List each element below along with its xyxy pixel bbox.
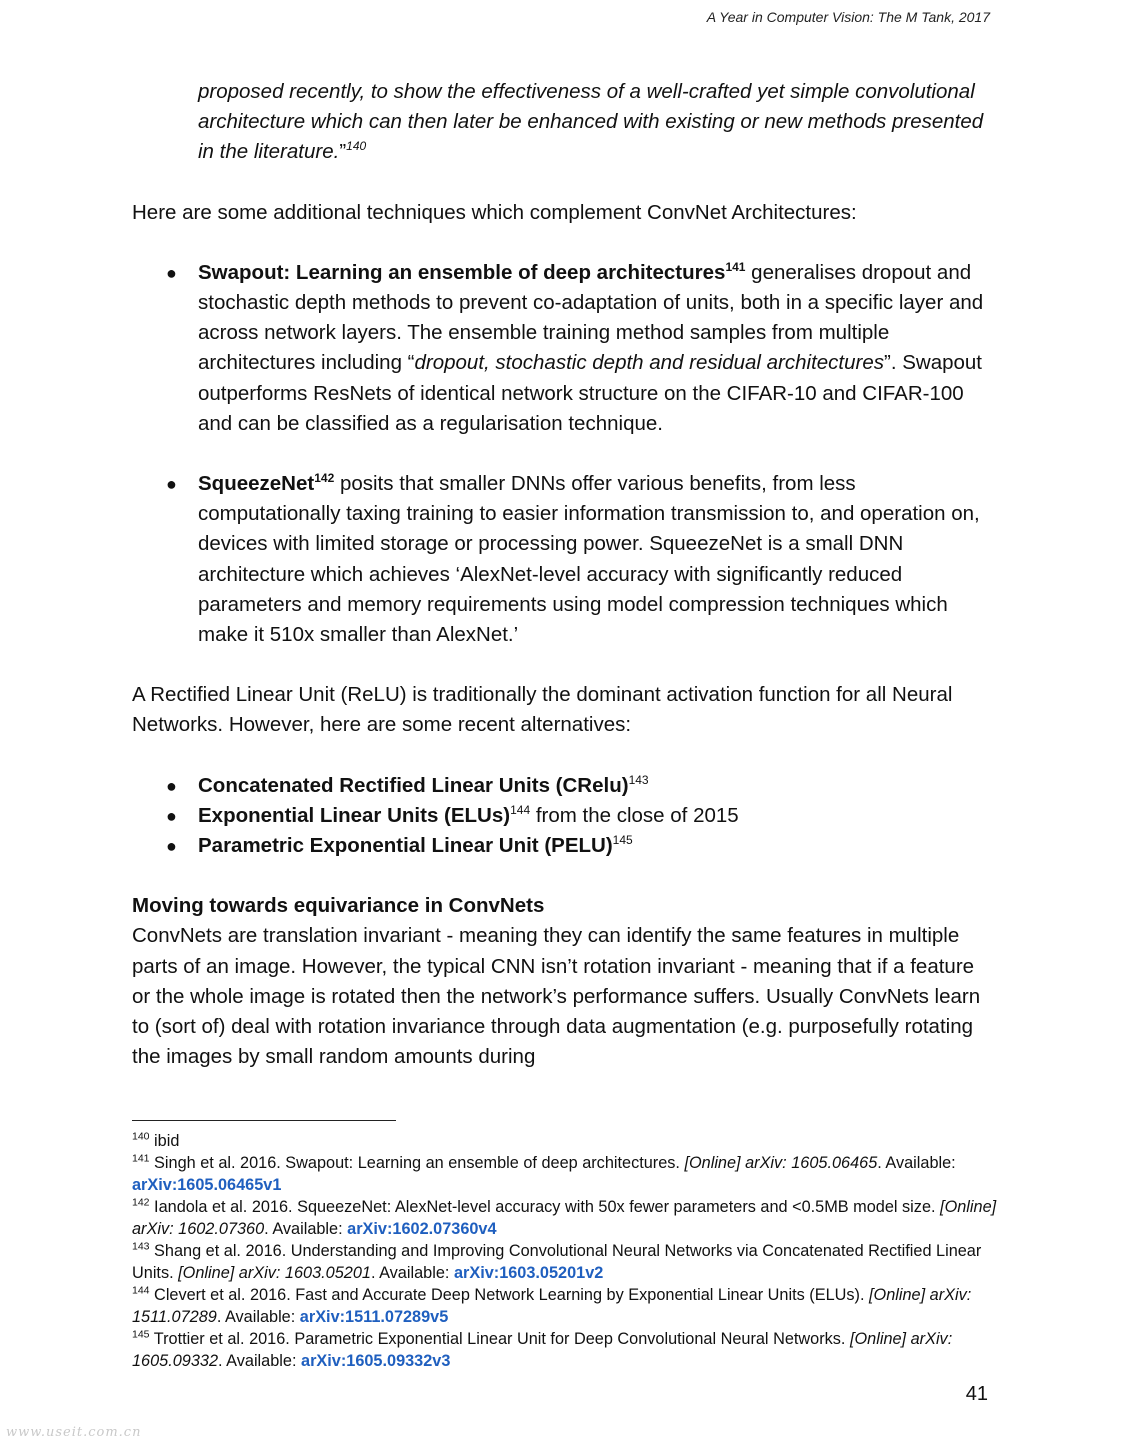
item-italic: dropout, stochastic depth and residual architectures (414, 351, 884, 375)
footnote-text: Trottier et al. 2016. Parametric Exponential Linear Unit for Deep Convolutional Neural Networks. (149, 1330, 850, 1348)
footnote-available: . Available: (877, 1154, 956, 1172)
footnote-145 (132, 1328, 1012, 1372)
footnote-number: 143 (132, 1240, 150, 1253)
footnote-available: . Available: (370, 1264, 454, 1282)
footnote-ref-144[interactable]: 144 (510, 803, 531, 818)
footnote-available: . Available: (216, 1308, 300, 1326)
running-header: A Year in Computer Vision: The M Tank, 2017 (706, 9, 990, 25)
item-text: posits that smaller DNNs offer various benefits, from less computationally taxing training to easier information transmission to, and operation on, devices with limited storage or processing power. SqueezeNet is a small DNN architecture which achieves ‘AlexNet-level accuracy with significantly reduced parameters and memory requirements using model compression techniques which make it 510x smaller than AlexNet.’ (198, 472, 980, 647)
relu-paragraph: A Rectified Linear Unit (ReLU) is traditionally the dominant activation function for all Neural Networks. However, here are some recent alternatives: (132, 683, 953, 737)
watermark: www.useit.com.cn (6, 1425, 142, 1440)
footnote-ref-143[interactable]: 143 (628, 772, 649, 787)
arxiv-link[interactable]: arXiv:1511.07289v5 (299, 1308, 449, 1326)
footnote-ref-140[interactable]: 140 (346, 139, 367, 154)
list-item-swapout (132, 258, 992, 439)
footnote-143 (132, 1240, 1012, 1284)
item-title: Concatenated Rectified Linear Units (CRelu) (198, 773, 629, 797)
item-text: generalises dropout and stochastic depth methods to prevent co-adaptation of units, both in a specific layer and across network layers. The ensemble training method samples from multiple architectures including “ (198, 260, 984, 375)
item-text-end: ”. Swapout outperforms ResNets of identical network structure on the CIFAR-10 and CIFAR-100 and can be classified as a regularisation technique. (198, 351, 982, 435)
footnote-number: 145 (132, 1328, 150, 1341)
arxiv-link[interactable]: arXiv:1605.09332v3 (301, 1352, 451, 1370)
quote-close: ” (339, 140, 347, 164)
footnote-italic: [Online] arXiv: 1511.07289 (132, 1286, 972, 1326)
footnote-ref-145[interactable]: 145 (612, 833, 633, 848)
footnote-italic: [Online] arXiv: 1605.09332 (132, 1330, 953, 1370)
footnote-divider (132, 1120, 396, 1121)
list-item-pelu (132, 831, 992, 861)
list-item-squeezenet (132, 469, 992, 650)
page-number: 41 (965, 1383, 988, 1405)
footnote-140 (132, 1130, 1012, 1152)
item-title: SqueezeNet (198, 472, 315, 496)
activation-list (132, 771, 992, 862)
intro-paragraph: Here are some additional techniques which complement ConvNet Architectures: (132, 200, 857, 224)
footnote-text: Clevert et al. 2016. Fast and Accurate Deep Network Learning by Exponential Linear Units (ELUs). (149, 1286, 869, 1304)
bullet-icon: ● (166, 836, 177, 857)
section-paragraph: ConvNets are translation invariant - meaning they can identify the same features in multiple parts of an image. However, the typical CNN isn’t rotation invariant - meaning that if a feature or the whole image is rotated then the network’s performance suffers. Usually ConvNets learn to (sort of) deal with rotation invariance through data augmentation (e.g. purposefully rotating the images by small random amounts during (132, 924, 981, 1069)
technique-list (132, 258, 992, 650)
footnotes (132, 1130, 1012, 1372)
section-heading: Moving towards equivariance in ConvNets (132, 894, 545, 918)
footnote-italic: [Online] arXiv: 1602.07360 (132, 1198, 997, 1238)
arxiv-link[interactable]: arXiv:1603.05201v2 (453, 1264, 604, 1282)
footnote-italic: [Online] arXiv: 1603.05201 (178, 1264, 371, 1282)
footnote-available: . Available: (218, 1352, 302, 1370)
bullet-icon: ● (166, 474, 177, 495)
footnote-number: 141 (132, 1152, 150, 1165)
bullet-icon: ● (166, 775, 177, 796)
page-body (132, 77, 992, 1072)
footnote-number: 142 (132, 1196, 150, 1209)
item-text: from the close of 2015 (530, 803, 739, 827)
item-title: Swapout: Learning an ensemble of deep architectures (198, 260, 726, 284)
bullet-icon: ● (166, 262, 177, 283)
footnote-text: Singh et al. 2016. Swapout: Learning an ensemble of deep architectures. (149, 1154, 685, 1172)
footnote-number: 140 (132, 1130, 150, 1143)
list-item-crelu (132, 771, 992, 801)
footnote-text: ibid (149, 1132, 180, 1150)
quote-block (198, 77, 992, 168)
footnote-italic: [Online] arXiv: 1605.06465 (684, 1154, 878, 1172)
footnote-text: Iandola et al. 2016. SqueezeNet: AlexNet-level accuracy with 50x fewer parameters and <0.5MB model size. (149, 1198, 941, 1216)
item-title: Parametric Exponential Linear Unit (PELU) (198, 834, 613, 858)
arxiv-link[interactable]: arXiv:1605.06465v1 (132, 1176, 282, 1194)
item-title: Exponential Linear Units (ELUs) (198, 803, 511, 827)
quote-text: proposed recently, to show the effectiveness of a well-crafted yet simple convolutional architecture which can then later be enhanced with existing or new methods presented in the literature. (198, 80, 984, 164)
footnote-ref-141[interactable]: 141 (725, 259, 746, 274)
footnote-142 (132, 1196, 1012, 1240)
bullet-icon: ● (166, 805, 177, 826)
arxiv-link[interactable]: arXiv:1602.07360v4 (347, 1220, 497, 1238)
footnote-ref-142[interactable]: 142 (314, 471, 335, 486)
footnote-number: 144 (132, 1284, 150, 1297)
footnote-available: . Available: (264, 1220, 348, 1238)
footnote-144 (132, 1284, 1012, 1328)
list-item-elus (132, 801, 992, 831)
footnote-text: Shang et al. 2016. Understanding and Improving Convolutional Neural Networks via Concatenated Rectified Linear Units. (132, 1242, 982, 1282)
footnote-141 (132, 1152, 1012, 1196)
